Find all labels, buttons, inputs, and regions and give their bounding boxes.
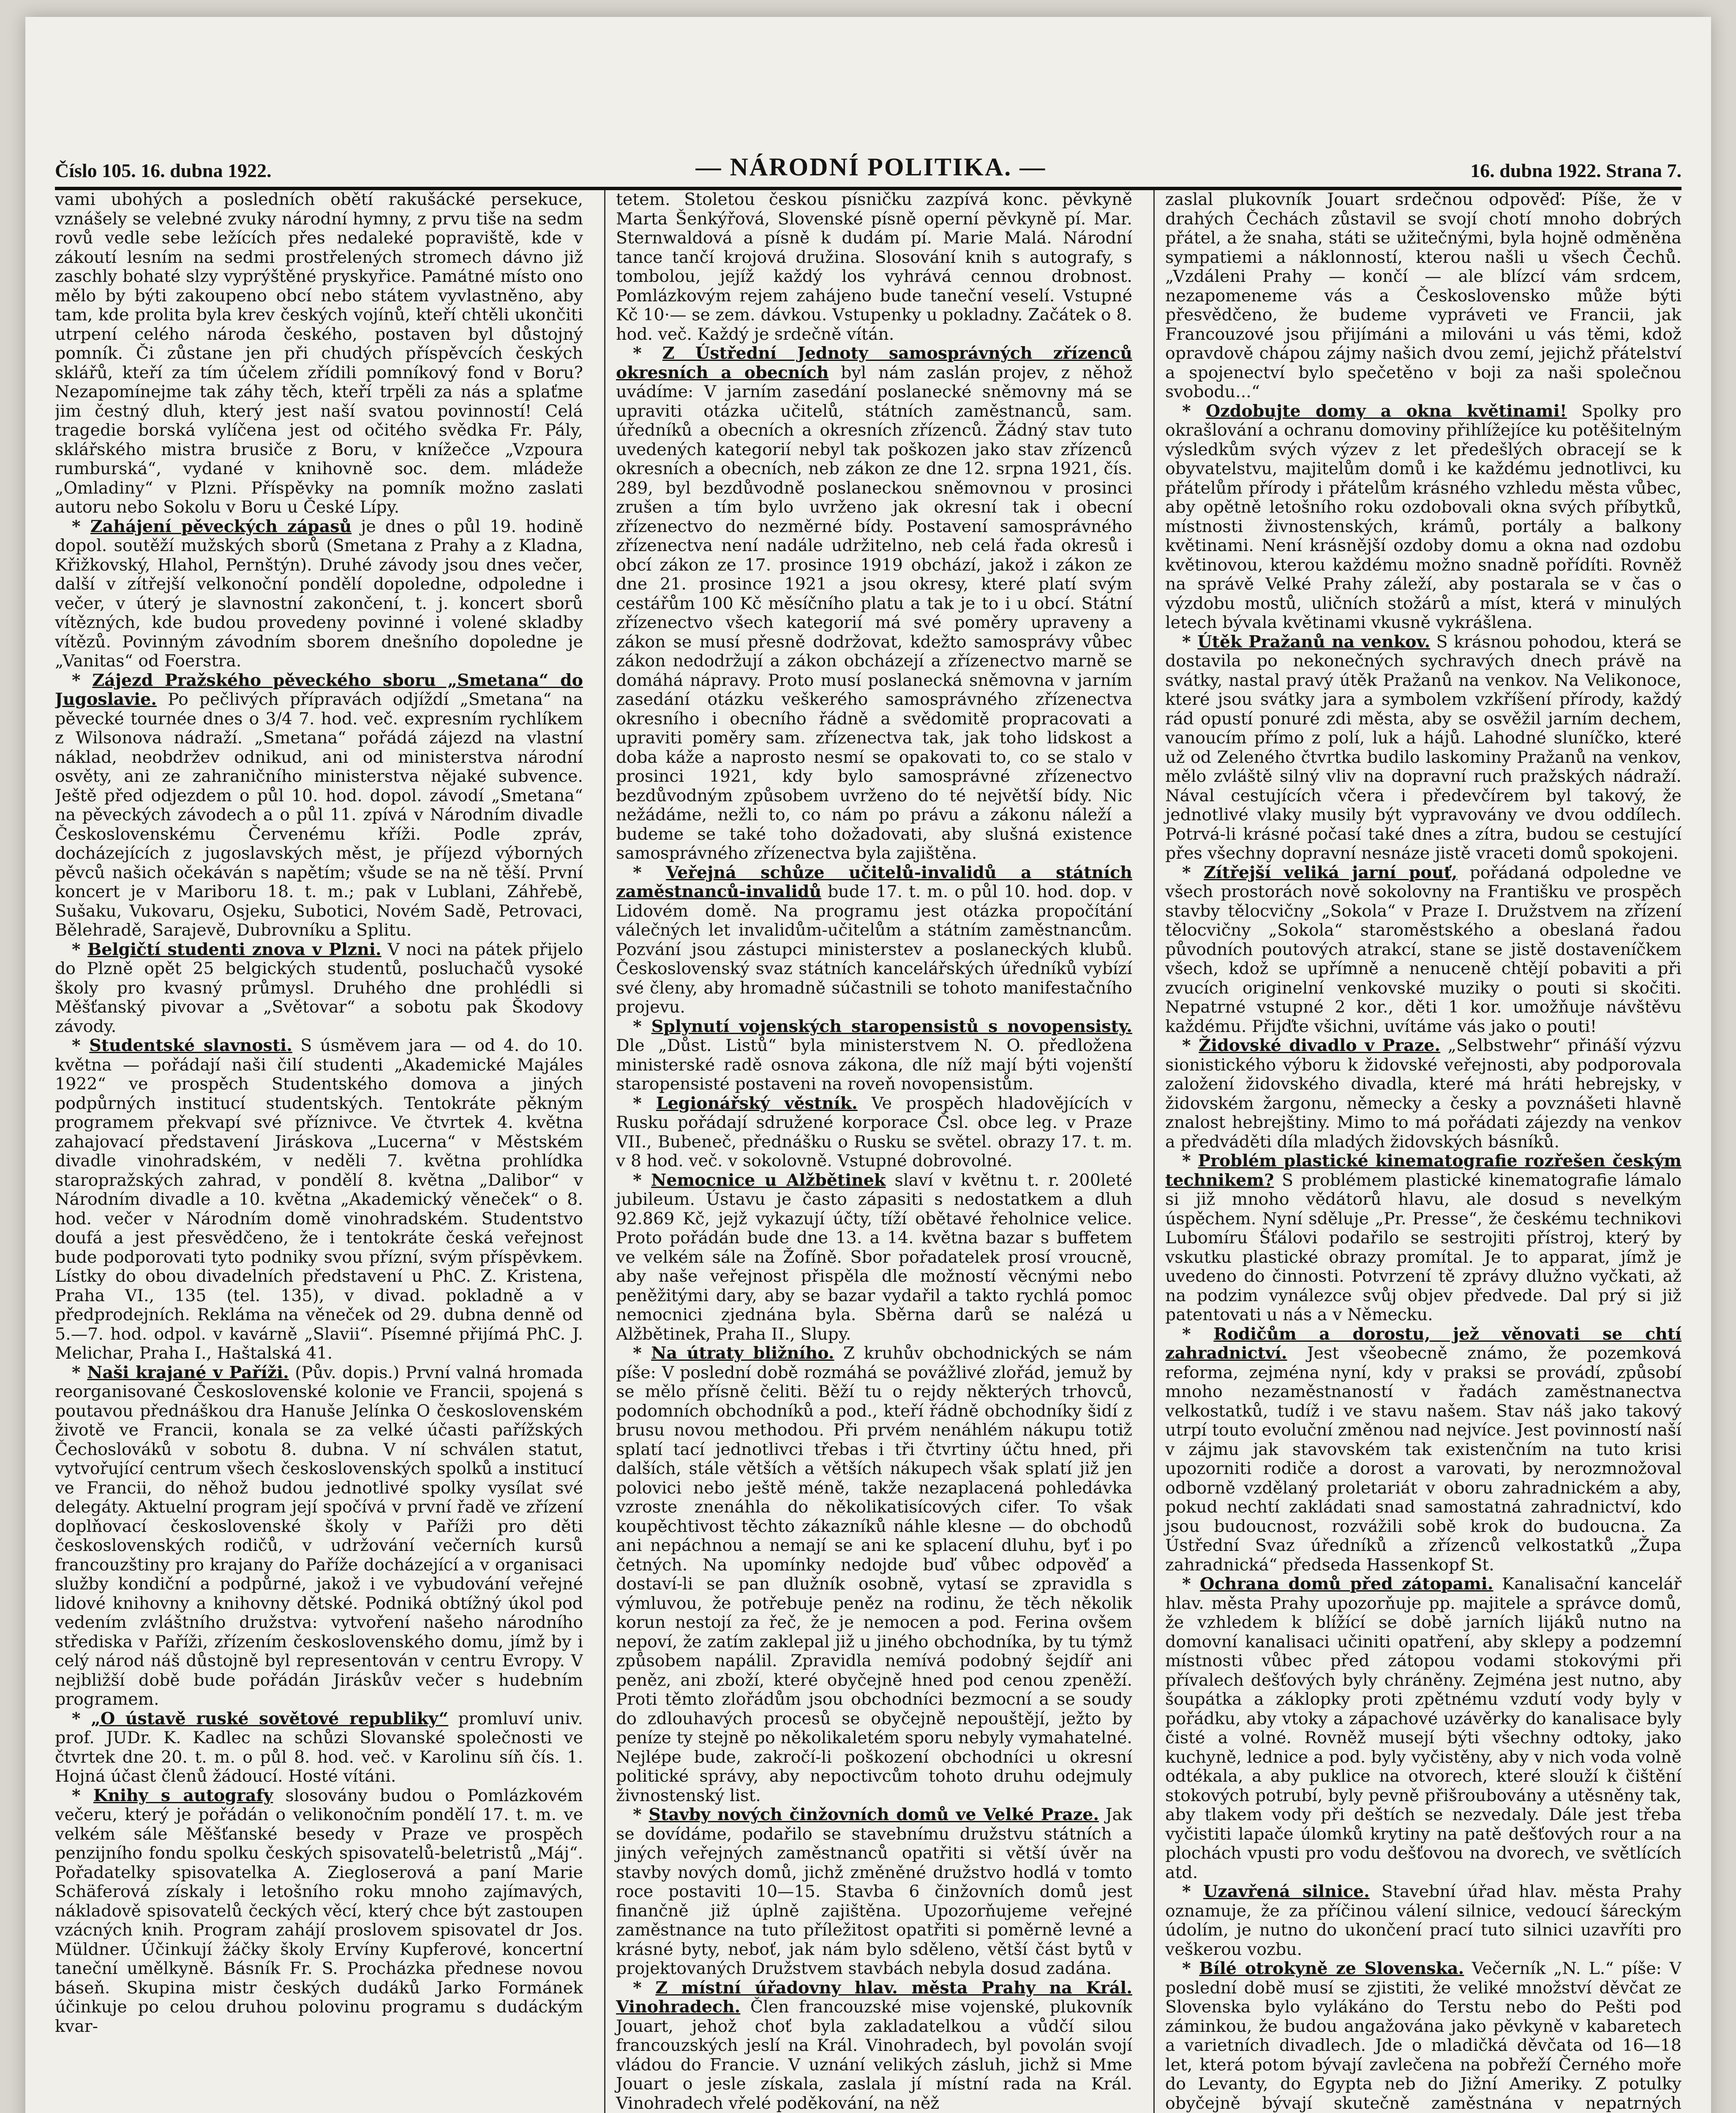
item-bullet: * (633, 1170, 651, 1190)
news-item-text: Jest všeobecně známo, že pozemková reforma, zejména nyní, kdy v praksi se provádí, způsobí mnoho nezaměstnaností v řadách zaměstnanectva velkostatků, tudíž i ve stavu našem. Stav náš jako takový utrpí touto evoluční změnou nad nejvíce. Jest povinností naší v zájmu jak stavovském tak existenčním na tuto krisi upozorniti rodiče a dorost a varovati, by nerozmnožoval odborně vzdělaný proletariát v oboru zahradnickém a aby, pokud nechtí zakládati snad samostatná zahradnictví, kdo jsou budoucnost, rozvážili sobě krok do budoucna. Za Ústřední Svaz úředníků a zřízenců velkostatků „Župa zahradnická“ předseda Hassenkopf St. (1165, 1343, 1681, 1575)
news-item-text: Ve prospěch hladovějících v Rusku pořádají sdružené korporace Čsl. obce leg. v Praze VII., Bubeneč, přednášku o Rusku se světel. obrazy 17. t. m. v 8 hod. več. v sokolovně. Vstupné dobrovolné. (616, 1093, 1132, 1171)
item-bullet: * (72, 1362, 87, 1382)
item-bullet: * (1182, 1882, 1203, 1901)
news-item-text: vami ubohých a posledních obětí rakušácké persekuce, vznášely se velebné zvuky národní hymny, z prvu tiše na sedm rovů vedle sebe ležících přes nedaleké popraviště, kde v zákoutí lesním na sedmi prostřelených stromech dávno již zaschly bohaté slzy vyprýštěné pryskyřice. Památné místo ono mělo by býti zakoupeno obcí nebo státem vyvlastněno, aby tam, kde prolita byla krev českých vojínů, kteří chtěli ukončiti utrpení celého národa českého, postaven byl důstojný pomník. Či zůstane jen při chudých příspěvcích českých sklářů, kteří za tím účelem zřídili pomníkový fond v Boru? Nezapomínejme tak záhy těch, kteří trpěli za nás a splaťme jim čestný dluh, který jest naší svatou povinností! Celá tragedie borská vylíčena jest od očitého svědka Fr. Pály, sklářského mistra brusiče z Boru, v knížečce „Vzpoura rumburská“, vydané v knihovně soc. dem. mládeže „Omladiny“ v Plzni. Příspěvky na pomník možno zaslati autoru nebo Sokolu v Boru u České Lípy. (55, 190, 583, 517)
item-bullet: * (72, 1036, 90, 1055)
item-bullet: * (1182, 401, 1206, 421)
news-item-text: slaví v květnu t. r. 200leté jubileum. Ústavu je často zápasiti s nedostatkem a dluh 92.869 Kč, jejž vykazují účty, tíží obětavé řeholnice velice. Proto pořádán bude dne 13. a 14. května bazar s buffetem ve velkém sále na Žofíně. Sbor pořadatelek prosí vroucně, aby naše veřejnost přispěla dle možností věcnými nebo peněžitými dary, aby se bazar vydařil a takto rychlá pomoc nemocnici zjednána byla. Sběrna darů se nalézá u Alžbětinek, Praha II., Slupy. (616, 1170, 1132, 1344)
news-item-heading: Nemocnice u Alžbětinek (651, 1170, 886, 1190)
item-bullet: * (72, 516, 90, 536)
news-item-text: Spolky pro okrašlování a ochranu domoviny přihlížejíce ku potěšitelným výsledkům svých výzev z let předešlých obracejí se k obyvatelstvu, majitelům domů i ke každému jednotlivci, ku přátelům přírody i přátelům krásného vzhledu města vůbec, aby opětně letošního roku ozdobovali okna svých příbytků, místnosti živnostenských, krámů, portály a balkony květinami. Není krásnější ozdoby domu a okna nad ozdobu květinovou, kterou každému možno snadně pořídíti. Rovněž na správě Velké Prahy záleží, aby postarala se v čas o výzdobu mostů, uličních stožárů a míst, která v minulých letech bývala květinami vkusně vykrášlena. (1165, 401, 1681, 632)
news-item-heading: Útěk Pražanů na venkov. (1197, 632, 1431, 652)
news-item-text: S úsměvem jara — od 4. do 10. května — pořádají naši čilí studenti „Akademické Majáles 1922“ ve prospěch Studentského domova a jiných podpůrných institucí studentských. Tentokráte pěkným programem překvapí své příznivce. Ve čtvrtek 4. května zahajovací představení Jiráskova „Lucerna“ v Městském divadle vinohradském, v neděli 7. května prohlídka staropražských zahrad, v pondělí 8. května „Dalibor“ v Národním divadle a 10. května „Akademický věneček“ o 8. hod. večer v Národním domě vinohradském. Studentstvo doufá a jest přesvědčeno, že i tentokráte česká veřejnost bude podporovati tyto podniky svou přízní, svým příspěvkem. Lístky do obou divadelních představení u PhC. Z. Kristena, Praha VI., 135 (tel. 135), v divad. pokladně a v předprodejních. Rekláma na věneček od 29. dubna denně od 5.—7. hod. odpol. v kavárně „Slavii“. Písemné přijímá PhC. J. Melichar, Praha I., Haštalská 41. (55, 1036, 583, 1363)
news-item-heading: Studentské slavnosti. (89, 1036, 292, 1055)
news-item (616, 1017, 1132, 1094)
item-bullet: * (72, 1785, 93, 1805)
news-item-text: pořádaná odpoledne ve všech prostorách nově sokolovny na Františku ve prospěch stavby tělocvičny „Sokola“ v Praze I. Družstvem na zřízení tělocvičny „Sokola“ staroměstského a obeslaná řadou původních poutových atrakcí, stane se jistě dostaveníčkem všech, kdož se upřímně a nenuceně chtějí pobaviti a při zvucích originelní venkovské muziky o pouti si skočiti. Nepatrné vstupné 2 kor., děti 1 kor. umožňuje návštěvu každému. Přijďte všichni, uvítáme vás jako o pouti! (1165, 863, 1681, 1036)
item-bullet: * (633, 863, 666, 882)
item-bullet: * (72, 670, 93, 690)
news-item-heading: Z místní úřadovny hlav. města Prahy na Král. Vinohradech. (616, 1978, 1132, 2017)
item-bullet: * (72, 1709, 91, 1728)
news-item-text: Člen francouzské mise vojenské, plukovník Jouart, jehož choť byla zakladatelkou a vůdčí silou francouzských jeslí na Král. Vinohradech, byl povolán svojí vládou do Francie. V uznání velikých zásluh, jichž si Mme Jouart o jesle získala, zaslala jí místní rada na Král. Vinohradech vřelé poděkování, na něž (616, 1997, 1132, 2113)
news-item-text: bude 17. t. m. o půl 10. hod. dop. v Lidovém domě. Na programu jest otázka propočítání válečných let invalidům-učitelům a státním zaměstnancům. Pozvání jsou zástupci ministerstev a poslaneckých klubů. Československý svaz státních kancelářských úředníků vybízí své členy, aby hromadně súčastnili se tohoto manifestačního projevu. (616, 882, 1132, 1017)
news-item (55, 1036, 583, 1363)
item-bullet: * (1182, 1151, 1198, 1171)
item-bullet: * (633, 1093, 656, 1113)
news-item-text: Večerník „N. L.“ píše: V poslední době musí se zjistiti, že veliké množství děvčat ze Slovenska bylo vylákáno do Terstu nebo do Pešti pod záminkou, že budou angažována jako pěvkyně v kabaretech a varietních divadlech. Jde o mladičká děvčata od 16—18 let, která potom bývají zavlečena na pobřeží Černého moře do Levanty, do Egypta neb do Jižní Ameriky. Z potulky obyčejně bývají skutečně zaměstnána v nepatrných (1165, 1959, 1681, 2113)
news-item (1165, 190, 1681, 402)
news-item (1165, 1036, 1681, 1152)
news-item-heading: Zájezd Pražského pěveckého sboru „Smetana“ do Jugoslavie. (55, 670, 583, 709)
newspaper-page (25, 17, 1711, 2113)
news-item-heading: Uzavřená silnice. (1203, 1882, 1370, 1901)
news-item (1165, 1959, 1681, 2113)
news-item-text: (Pův. dopis.) První valná hromada reorganisované Československé kolonie ve Francii, spojená s poutavou přednáškou dra Hanuše Jelínka O československém životě ve Francii, konala se za velké účasti pařížských Čechoslováků v sobotu 8. dubna. V ní schválen statut, vytvořující centrum všech československých spolků a institucí ve Francii, do něhož budou jednotlivé spolky vysílat své delegáty. Aktuelní program její spočívá v první řadě ve zřízení doplňovací československé školy v Paříži pro děti československých rodičů, v udržování večerních kursů francouzštiny pro krajany do Paříže docházející a v organisaci služby kondiční a podpůrné, jakož i ve vybudování veřejné lidové knihovny a knihovny dětské. Podniká obtížný úkol pod vedením zvláštního družstva: vytvoření našeho národního střediska v Paříži, zřízením československého domu, jímž by i celý národ náš důstojně byl representován v centru Evropy. V nejbližší době bude pořádán Jiráskův večer s hudebním programem. (55, 1362, 583, 1709)
date-page-number: 16. dubna 1922. Strana 7. (1470, 160, 1681, 181)
news-item-heading: Ochrana domů před zátopami. (1200, 1574, 1493, 1594)
item-bullet: * (633, 1805, 649, 1824)
news-item-text: S krásnou pohodou, která se dostavila po nekonečných sychravých dnech právě na svátky, nastal pravý útěk Pražanů na venkov. Na Velikonoce, které jsou svátky jara a symbolem vzkříšení přírody, každý rád opustí ponuré zdi města, aby se osvěžil jarním dechem, vanoucím přímo z polí, luk a hájů. Lahodné sluníčko, které už od Zeleného čtvrtka budilo laskominy Pražanů na venkov, mělo zvláště silný vliv na dopravní ruch pražských nádraží. Nával cestujících včera i předevčírem byl takový, že jednotlivé vlaky musily být vypravovány ve dvou oddílech. Potrvá-li krásné počasí také dnes a zítra, budou se cestující přes všechny dopravní nesnáze jistě vraceti domů spokojeni. (1165, 632, 1681, 863)
news-item (55, 1709, 583, 1786)
news-item-text: tetem. Stoletou českou písničku zazpívá konc. pěvkyně Marta Šenkýřová, Slovenské písně operní pěvkyně pí. Mar. Sternwaldová a písně k dudám pí. Marie Malá. Národní tance tančí krojová družina. Slosování knih s autografy, s tombolou, jejíž každý los vyhrává cennou drobnost. Pomlázkovým rejem zahájeno bude taneční veselí. Vstupné Kč 10·— se zem. dávkou. Vstupenky u pokladny. Začátek o 8. hod. več. Každý je srdečně vítán. (616, 190, 1132, 344)
item-bullet: * (1182, 1959, 1199, 1978)
news-item-text: Po pečlivých přípravách odjíždí „Smetana“ na pěvecké tournée dnes o 3/4 7. hod. več. expresním rychlíkem z Wilsonova nádraží. „Smetana“ pořádá zájezd na vlastní náklad, neobdržev odnikud, ani od ministerstva národní osvěty, ani ze zahraničního ministerstva nějaké subvence. Ještě před odjezdem o půl 10. hod. dopol. závodí „Smetana“ na pěveckých závodech a o půl 11. zpívá v Národním divadle Československému Červenému kříži. Podle zpráv, docházejících z jugoslavských měst, je příjezd výborných pěvců našich očekáván s napětím; všude se na ně těší. První koncert je v Mariboru 18. t. m.; pak v Lublani, Záhřebě, Sušaku, Vukovaru, Osjeku, Subotici, Novém Sadě, Petrovaci, Bělehradě, Sarajevě, Dubrovníku a Splitu. (55, 690, 583, 940)
item-bullet: * (633, 1978, 656, 1998)
news-item-heading: Židovské divadlo v Praze. (1199, 1036, 1441, 1055)
news-item (616, 190, 1132, 344)
news-item (55, 940, 583, 1037)
news-item-heading: Na útraty bližního. (651, 1343, 834, 1363)
news-item-heading: Bílé otrokyně ze Slovenska. (1199, 1959, 1464, 1978)
news-item-text: Jak se dovídáme, podařilo se stavebnímu družstvu státních a jiných veřejných zaměstnanců opatřiti si větší úvěr na stavby nových domů, jichž změněné družstvo hodlá v tomto roce postaviti 10—15. Stavba 6 činžovních domů jest finančně již úplně zajištěna. Upozorňujeme veřejné zaměstnance na tuto příležitost opatřiti si poměrně levné a krásné byty, neboť, jak nám bylo sděleno, větší část bytů v projektovaných Družstvem stavbách nebyla dosud zadána. (616, 1805, 1132, 1978)
news-item-heading: Knihy s autografy (93, 1785, 273, 1805)
item-bullet: * (633, 344, 662, 363)
item-bullet: * (1182, 1574, 1200, 1594)
news-item-heading: „O ústavě ruské sovětové republiky“ (91, 1709, 449, 1728)
news-item-text: „Selbstwehr“ přináší výzvu sionistického výboru k židovské veřejnosti, aby podporovala založení židovského divadla, které má hráti hebrejsky, v židovském žargonu, německy a česky a povznášeti hlavně znalost hebrejštiny. Mimo to má pořádati zájezdy na venkov a předváděti díla mladých židovských básníků. (1165, 1036, 1681, 1152)
item-bullet: * (1182, 1036, 1199, 1055)
news-item-text: zaslal plukovník Jouart srdečnou odpověď: Píše, že v drahých Čechách zůstavil se svojí chotí mnoho dobrých přátel, a že snaha, státi se užitečnými, byla hojně odměněna sympatiemi a náklonností, kterou našli u všech Čechů. „Vzdáleni Prahy — končí — ale blízcí vám srdcem, nezapomeneme vás a Československo může býti přesvědčeno, že budeme vypráveti ve Francii, jak Francouzové jsou přijímáni a milováni u vás těmi, kdož opravdově chápou zájmy našich dvou zemí, jejichž přátelství a spojenectví bylo spečetěno v boji za naši společnou svobodu...“ (1165, 190, 1681, 401)
news-item (1165, 402, 1681, 633)
column-3 (1153, 190, 1681, 2113)
news-item-heading: Ozdobujte domy a okna květinami! (1205, 401, 1567, 421)
news-item (1165, 863, 1681, 1037)
article-columns (55, 190, 1681, 2113)
news-item-heading: Belgičtí studenti znova v Plzni. (87, 939, 382, 959)
news-item (55, 190, 583, 517)
news-item-heading: Rodičům a dorostu, jež věnovati se chtí zahradnictví. (1165, 1324, 1681, 1363)
news-item-heading: Stavby nových činžovních domů ve Velké Praze. (649, 1805, 1099, 1824)
news-item-text: slosovány budou o Pomlázkovém večeru, který je pořádán o velikonočním pondělí 17. t. m. ve velkém sále Měšťanské besedy v Praze ve prospěch penzijního fondu spolku českých spisovatelů-beletristů „Máj“. Pořadatelky spisovatelka A. Ziegloserová a paní Marie Schäferová získaly i letošního roku mnoho zajímavých, nákladově spisovatelů čeckých věcí, který chce být zastoupen vzácných knih. Program zahájí proslovem spisovatel dr Jos. Müldner. Účinkují žáčky školy Ervíny Kupferové, koncertní taneční umělkyně. Básník Fr. S. Procházka přednese novou báseň. Skupina mistr českých dudáků Jarko Formánek účinkuje po celou druhou polovinu programu s dudáckým kvar- (55, 1785, 583, 2036)
newspaper-title: — NÁRODNÍ POLITIKA. — (695, 153, 1047, 181)
news-item-heading: Zahájení pěveckých zápasů (90, 516, 352, 536)
masthead (55, 144, 1681, 190)
news-item (616, 863, 1132, 1017)
news-item (55, 1786, 583, 2037)
news-item (1165, 1152, 1681, 1325)
news-item (55, 671, 583, 940)
column-2 (604, 190, 1132, 2113)
news-item (616, 344, 1132, 863)
news-item-heading: Problém plastické kinematografie rozřešen českým technikem? (1165, 1151, 1681, 1190)
column-1 (55, 190, 583, 2113)
news-item (616, 1805, 1132, 1979)
news-item-heading: Splynutí vojenských staropensistů s novopensisty. (651, 1016, 1132, 1036)
news-item (1165, 633, 1681, 863)
news-item-text: Dle „Důst. Listů“ byla ministerstvem N. O. předložena ministerské radě osnova zákona, dle níž mají býti vojenští staropensisté postaveni na roveň novopensistům. (616, 1036, 1132, 1094)
news-item-text: V noci na pátek přijelo do Plzně opět 25 belgických studentů, posluchačů vysoké školy pro kvasný průmysl. Druhého dne prohlédli si Měšťanský pivovar a „Světovar“ a sobotu pak Škodovy závody. (55, 939, 583, 1036)
news-item (1165, 1882, 1681, 1959)
news-item-heading: Legionářský věstník. (656, 1093, 858, 1113)
news-item-text: Z kruhův obchodnických se nám píše: V poslední době rozmáhá se povážlivé zlořád, jemuž by se mělo přísně čeliti. Běží tu o rejdy některých trhovců, podomních obchodníků a pod., kteří řádně obchodníky šidí z brusu novou methodou. Při prvém nenáhlém nákupu totiž splatí tací jednotlivci třebas i tři čtvrtiny účtu hned, při dalších, stále větších a větších nákupech však splatí již jen polovici nebo ještě méně, takže nezaplacená pohledávka vzroste znenáhla do několikatisícových cifer. To však koupěchtivost těchto zákazníků náhle klesne — do obchodů ani nepáchnou a nemají se ani ke splacení dluhu, byť i po četných. Na upomínky nedojde buď vůbec odpověď a dostaví-li se pan dlužník osobně, vytasí se zpravidla s výmluvou, že potřebuje peněz na rodinu, že těch několik korun nestojí za řeč, že je nemocen a pod. Ferina ovšem nepoví, že zatím zaklepal již u jiného obchodníka, by tu týmž způsobem napálil. Zpravidla nemívá podobný šejdíř ani peněz, ani zboží, které obyčejně hned pod cenou zpeněží. Proti těmto zlořádům jsou obchodníci bezmocní a se soudy do zdlouhavých procesů se obyčejně nepouštějí, ježto by peníze ty stejně po několikaletém sporu nebyly vymahatelné. Nejlépe bude, zakročí-li poškození obchodníci u okresní politické správy, aby nepoctivcům tohoto druhu odejmuly živnostenský list. (616, 1343, 1132, 1805)
news-item-text: byl nám zaslán projev, z něhož uvádíme: V jarním zasedání poslanecké sněmovny má se upraviti otázka učitelů, státních zaměstnanců, sam. úředníků a obecních a okresních zřízenců. Žádný stav tuto uvedených kategorií nebyl tak poškozen jako stav zřízenců okresních a obecních, neb zákon ze dne 12. srpna 1921, čís. 289, byl bezdůvodně poslaneckou sněmovnou v prosinci zrušen a tím bylo uvrženo jak okresní tak i obecní zřízenectvo do nezměrné bídy. Postavení samosprávného zřízenectva není nadále udržitelno, neb celá řada okresů i obcí zákon ze 17. prosince 1919 obchází, jakož i zákon ze dne 21. prosince 1921 a jsou okresy, které platí svým cestářům 100 Kč měsíčního platu a tak je to i u obcí. Státní zřízenectvo všech kategorií má své poměry upraveny a zákon se musí přesně dodržovat, kdežto samosprávy vůbec zákon nedodržují a zákon obcházejí a zřízenectvo marně se domáhá nápravy. Proto musí poslanecká sněmovna v jarním zasedání otázku veškerého samosprávného zřízenectva okresního i obecního řádně a svědomitě propracovati a upraviti poměry sam. zřízenectva tak, jak toho lidskost a doba káže a naprosto nesmí se opakovati to, co se stalo v prosinci 1921, kdy bylo samosprávné zřízenectvo bezdůvodným způsobem uvrženo do té největší bídy. Nic nežádáme, nežli to, co nám po právu a zákonu náleží a budeme se také toho dožadovati, aby slušná existence samosprávného zřízenectva byla zajištěna. (616, 363, 1132, 863)
news-item-heading: Veřejná schůze učitelů-invalidů a státních zaměstnanců-invalidů (616, 863, 1132, 901)
news-item-text: Kanalisační kancelář hlav. města Prahy upozorňuje pp. majitele a správce domů, že vzhledem k blížící se době jarních lijáků nutno na domovní kanalisaci učiniti opatření, aby sklepy a podzemní místnosti vůbec před zátopou vodami stokovými při přívalech dešťových byly chráněny. Zejména jest nutno, aby šoupátka a záklopky proti zpětnému vzdutí vody byly v pořádku, aby vtoky a zápachové uzávěrky do kanalisace byly čisté a volné. Rovněž musejí býti všechny odtoky, jako kuchyně, lednice a pod. byly vyčistěny, aby v nich voda volně odtékala, a aby puklice na otvorech, které slouží k čištění stokových potrubí, byly pevně přišroubovány a utěsněny tak, aby tlakem vody při deštích se nezvedaly. Dále jest třeba vyčistiti lapače úlomků krytiny na patě dešťových rour a na plochách vpusti pro vodu dešťovou na dvorech, ve světlících atd. (1165, 1574, 1681, 1882)
item-bullet: * (633, 1343, 651, 1363)
news-item-text: je dnes o půl 19. hodině dopol. soutěží mužských sborů (Smetana z Prahy a z Kladna, Křižkovský, Hlahol, Pernštýn). Druhé závody jsou dnes večer, další v zítřejší velkonoční pondělí dopoledne, odpoledne i večer, v úterý je slavnostní zakončení, t. j. koncert sborů vítězných, kde budou provedeny povinné i volené skladby vítězů. Povinným závodním sborem dnešního dopoledne je „Vanitas“ od Foerstra. (55, 516, 583, 671)
item-bullet: * (1182, 1324, 1214, 1344)
news-item (616, 1171, 1132, 1344)
news-item (616, 1094, 1132, 1171)
news-item (55, 1363, 583, 1709)
item-bullet: * (1182, 632, 1198, 652)
news-item-heading: Z Ústřední Jednoty samosprávných zřízenců okresních a obecních (616, 344, 1132, 382)
news-item-heading: Naši krajané v Paříži. (87, 1362, 289, 1382)
news-item-text: Stavební úřad hlav. města Prahy oznamuje, že za příčinou válení silnice, vedoucí šáreckým údolím, je nutno do ukončení prací tuto silnici uzavříti pro veškerou vozbu. (1165, 1882, 1681, 1959)
news-item (616, 1344, 1132, 1805)
news-item (1165, 1575, 1681, 1882)
news-item-text: promluví univ. prof. JUDr. K. Kadlec na schůzi Slovanské společnosti ve čtvrtek dne 20. t. m. o půl 8. hod. več. v Karolinu síň čís. 1. Hojná účast členů žádoucí. Hosté vítáni. (55, 1709, 583, 1786)
item-bullet: * (633, 1016, 651, 1036)
item-bullet: * (72, 939, 87, 959)
news-item (55, 517, 583, 671)
news-item (1165, 1325, 1681, 1575)
news-item-heading: Zítřejší veliká jarní pouť, (1203, 863, 1458, 882)
item-bullet: * (1182, 863, 1204, 882)
news-item-text: S problémem plastické kinematografie lámalo si již mnoho vědátorů hlavu, ale dosud s nevelkým úspěchem. Nyní sděluje „Pr. Presse“, že českému technikovi Lubomíru Šťálovi podařilo se sestrojiti přístroj, který by vskutku plastické obrazy promítal. Je to apparat, jímž je uvedeno do činnosti. Potvrzení tě zprávy dlužno vyčkati, až na podzim vynálezce svůj objev předvede. Dal prý si již patentovati u nás a v Německu. (1165, 1170, 1681, 1324)
issue-number-date: Číslo 105. 16. dubna 1922. (55, 160, 272, 181)
news-item (616, 1979, 1132, 2113)
